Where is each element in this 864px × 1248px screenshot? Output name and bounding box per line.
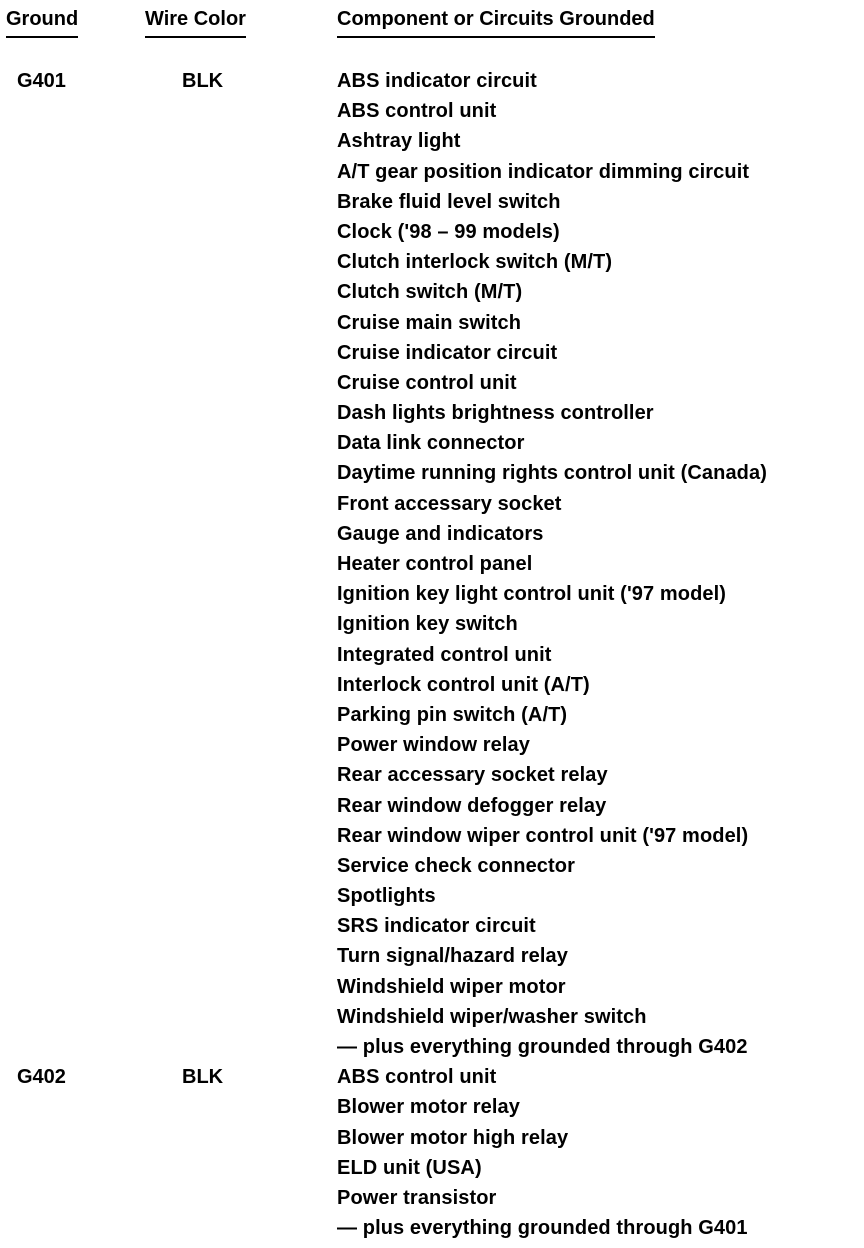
list-item: Windshield wiper motor (337, 975, 566, 998)
component-list (337, 1062, 864, 1243)
ground-group-g402 (0, 1062, 864, 1243)
list-item: Ashtray light (337, 130, 461, 153)
ground-table (0, 66, 864, 1243)
list-item: Turn signal/hazard relay (337, 945, 568, 968)
list-item: Rear window wiper control unit ('97 model) (337, 824, 749, 847)
wire-color: BLK (182, 70, 224, 92)
list-item: Rear accessary socket relay (337, 764, 608, 787)
table-header (0, 6, 864, 40)
header-wire-color: Wire Color (145, 6, 246, 38)
list-item: Daytime running rights control unit (Canada) (337, 462, 767, 485)
list-item: Power window relay (337, 734, 530, 757)
list-item: Service check connector (337, 854, 575, 877)
list-item: Dash lights brightness controller (337, 402, 654, 425)
list-item: Cruise control unit (337, 371, 517, 394)
list-item: Clutch interlock switch (M/T) (337, 251, 613, 274)
list-item: Clock ('98 – 99 models) (337, 220, 560, 243)
list-item: Ignition key light control unit ('97 model) (337, 583, 727, 606)
list-item: Power transistor (337, 1186, 497, 1209)
list-item: ELD unit (USA) (337, 1156, 482, 1179)
list-item: Brake fluid level switch (337, 190, 561, 213)
list-item: Windshield wiper/washer switch (337, 1005, 647, 1028)
ground-id: G401 (17, 70, 66, 92)
list-item: Interlock control unit (A/T) (337, 673, 590, 696)
list-item: — plus everything grounded through G401 (337, 1217, 748, 1240)
ground-group-g401 (0, 66, 864, 1062)
ground-id: G402 (17, 1066, 66, 1089)
list-item: — plus everything grounded through G402 (337, 1036, 748, 1058)
list-item: Spotlights (337, 885, 436, 908)
list-item: ABS control unit (337, 100, 497, 123)
list-item: ABS control unit (337, 1066, 497, 1089)
list-item: Front accessary socket (337, 492, 562, 515)
list-item: Rear window defogger relay (337, 794, 607, 817)
list-item: Blower motor relay (337, 1096, 520, 1119)
list-item: Gauge and indicators (337, 522, 544, 545)
header-component: Component or Circuits Grounded (337, 6, 655, 38)
list-item: Integrated control unit (337, 643, 552, 666)
list-item: A/T gear position indicator dimming circuit (337, 160, 750, 183)
list-item: SRS indicator circuit (337, 915, 536, 938)
component-list (337, 66, 864, 1062)
list-item: Ignition key switch (337, 613, 518, 636)
header-ground: Ground (6, 6, 78, 38)
list-item: Clutch switch (M/T) (337, 281, 523, 304)
list-item: Cruise main switch (337, 311, 522, 334)
wire-color: BLK (182, 1066, 224, 1089)
list-item: Cruise indicator circuit (337, 341, 558, 364)
list-item: Parking pin switch (A/T) (337, 703, 568, 726)
list-item: Heater control panel (337, 553, 533, 575)
list-item: Blower motor high relay (337, 1126, 569, 1149)
list-item: Data link connector (337, 432, 525, 455)
list-item: ABS indicator circuit (337, 70, 537, 92)
